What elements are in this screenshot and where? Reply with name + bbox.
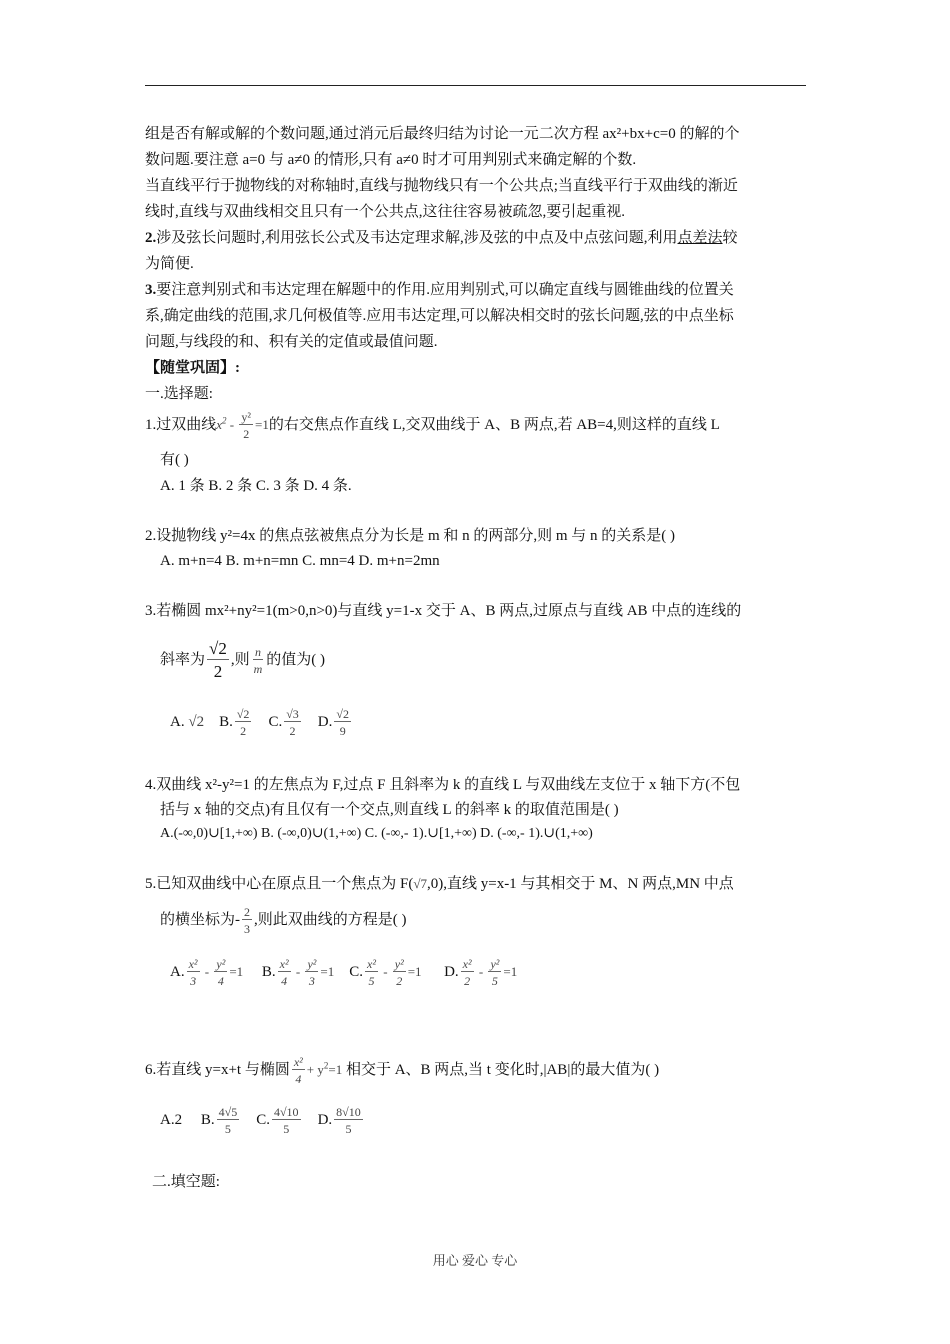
q2-options: A. m+n=4 B. m+n=mn C. mn=4 D. m+n=2mn bbox=[160, 553, 440, 569]
q5-options bbox=[170, 950, 517, 994]
q5-opt-b: B. $\frac{\text{x²}}{4}$ - $\frac{\text{y²}}{3}$ =1 bbox=[261, 957, 335, 989]
q3-prefix: 斜率为 bbox=[160, 652, 206, 668]
q4-options: A.(-∞,0)∪[1,+∞) B. (-∞,0)∪(1,+∞) C. (-∞,- 1).∪[1,+∞) D. (-∞,- 1).∪(1,+∞) bbox=[160, 826, 593, 841]
q6-opt-a: A.2 bbox=[160, 1112, 183, 1128]
q5-line-2 bbox=[160, 900, 407, 940]
q3-opt-c: C. bbox=[268, 714, 283, 730]
q1-continuation: 有( ) bbox=[160, 452, 189, 468]
q5-opt-c: C. $\frac{\text{x²}}{5}$ - $\frac{\text{y²}}{2}$ =1 bbox=[349, 957, 422, 989]
q1-eq-minus: - bbox=[226, 416, 238, 432]
q6-opt-d-frac: $\frac{8√10}{5}$ bbox=[336, 1105, 361, 1137]
q1-eq-rhs: =1 bbox=[255, 416, 269, 432]
page-footer: 用心 爱心 专心 bbox=[432, 1253, 518, 1268]
q6-opt-c: C. bbox=[256, 1112, 270, 1128]
q3-line-2 bbox=[160, 636, 325, 684]
q2-stem: 2.设抛物线 y²=4x 的焦点弦被焦点分为长是 m 和 n 的两部分,则 m 与 n 的关系是( ) bbox=[145, 528, 676, 544]
q3-opt-b: B. bbox=[219, 714, 233, 730]
q1-eq-fraction: $\frac{\text{y²}}{2}$ bbox=[241, 410, 251, 441]
header-rule bbox=[145, 85, 806, 86]
point-2-tail: 较 bbox=[722, 230, 738, 246]
intro-line-6: 为简便. bbox=[145, 256, 194, 272]
part2-title: 二.填空题: bbox=[152, 1174, 220, 1190]
q3-ratio-fraction: $\frac{n}{m}$ bbox=[253, 645, 263, 677]
q6-eq-plus: + $y^2$ bbox=[306, 1060, 329, 1077]
q5-stem bbox=[145, 874, 734, 894]
q6-opt-c-frac: $\frac{4√10}{5}$ bbox=[273, 1105, 299, 1137]
q6-eq-fraction: $\frac{\text{x²}}{4}$ bbox=[293, 1055, 303, 1087]
q4-stem-b: 括与 x 轴的交点)有且仅有一个交点,则直线 L 的斜率 k 的取值范围是( ) bbox=[160, 802, 619, 818]
point-difference-method-link[interactable]: 点差法 bbox=[677, 230, 723, 246]
q3-suffix: 的值为( ) bbox=[266, 652, 326, 668]
intro-line-5 bbox=[145, 228, 738, 248]
q3-stem: 3.若椭圆 mx²+ny²=1(m>0,n>0)与直线 y=1-x 交于 A、B 两点,过原点与直线 AB 中点的连线的 bbox=[145, 603, 742, 619]
q3-opt-d-frac: $\frac{√2}{9}$ bbox=[336, 707, 349, 739]
part1-title: 一.选择题: bbox=[145, 386, 213, 402]
q5-suffix: ,0),直线 y=x-1 与其相交于 M、N 两点,MN 中点 bbox=[426, 876, 734, 892]
section-heading: 【随堂巩固】: bbox=[145, 360, 240, 376]
intro-line-3: 当直线平行于抛物线的对称轴时,直线与抛物线只有一个公共点;当直线平行于双曲线的渐近 bbox=[145, 178, 738, 194]
q6-prefix: 6.若直线 y=x+t 与椭圆 bbox=[145, 1062, 290, 1078]
q5-cont-suffix: ,则此双曲线的方程是( ) bbox=[254, 912, 407, 928]
intro-line-4: 线时,直线与双曲线相交且只有一个公共点,这往往容易被疏忽,要引起重视. bbox=[145, 204, 626, 220]
q3-opt-b-frac: $\frac{√2}{2}$ bbox=[236, 707, 250, 739]
intro-line-8: 系,确定曲线的范围,求几何极值等.应用韦达定理,可以解决相交时的弦长问题,弦的中点坐标 bbox=[145, 308, 734, 324]
q5-root: √7 bbox=[413, 876, 427, 891]
q6-opt-b-frac: $\frac{4√5}{5}$ bbox=[218, 1105, 238, 1137]
q3-options bbox=[170, 700, 353, 744]
q5-opt-a: A. $\frac{\text{x²}}{3}$ - $\frac{\text{y²}}{4}$ =1 bbox=[170, 957, 244, 989]
q5-prefix: 5.已知双曲线中心在原点且一个焦点为 F( bbox=[145, 876, 414, 892]
q5-cont-prefix: 的横坐标为- bbox=[160, 912, 240, 928]
q3-mid: ,则 bbox=[230, 652, 250, 668]
q3-opt-a: A. bbox=[170, 714, 185, 730]
q6-stem bbox=[145, 1048, 659, 1092]
q5-midpoint-fraction: $\frac{2}{3}$ bbox=[244, 905, 250, 937]
q6-options bbox=[160, 1098, 365, 1142]
intro-line-2: 数问题.要注意 a=0 与 a≠0 的情形,只有 a≠0 时才可用判别式来确定解的个数. bbox=[145, 152, 637, 168]
q3-opt-c-frac: $\frac{√3}{2}$ bbox=[286, 707, 299, 739]
intro-line-1: 组是否有解或解的个数问题,通过消元后最终归结为讨论一元二次方程 ax²+bx+c=0 的解的个 bbox=[145, 126, 740, 142]
point-number-2: 2. bbox=[145, 230, 157, 246]
q5-opt-d: D. $\frac{\text{x²}}{2}$ - $\frac{\text{y²}}{5}$ =1 bbox=[444, 957, 518, 989]
q4-stem-a: 4.双曲线 x²-y²=1 的左焦点为 F,过点 F 且斜率为 k 的直线 L 与双曲线左支位于 x 轴下方(不包 bbox=[145, 777, 741, 793]
point-2-text: 涉及弦长问题时,利用弦长公式及韦达定理求解,涉及弦的中点及中点弦问题,利用 bbox=[156, 230, 678, 246]
q3-slope-fraction: $\frac{√2}{2}$ bbox=[209, 639, 227, 682]
q1-suffix: 的右交焦点作直线 L,交双曲线于 A、B 两点,若 AB=4,则这样的直线 L bbox=[268, 416, 720, 433]
q6-eq-rhs: =1 bbox=[328, 1062, 343, 1077]
intro-line-7 bbox=[145, 280, 734, 300]
q6-opt-d: D. bbox=[317, 1112, 333, 1128]
q6-opt-b: B. bbox=[200, 1112, 215, 1128]
q1-eq-x: $x^2$ bbox=[216, 415, 227, 432]
point-number-3: 3. bbox=[145, 282, 157, 298]
intro-line-9: 问题,与线段的和、积有关的定值或最值问题. bbox=[145, 334, 438, 350]
point-3-text: 要注意判别式和韦达定理在解题中的作用.应用判别式,可以确定直线与圆锥曲线的位置关 bbox=[156, 282, 734, 298]
q1-prefix: 1.过双曲线 bbox=[145, 416, 217, 433]
q3-opt-a-val: √2 bbox=[188, 714, 205, 730]
q6-suffix: 相交于 A、B 两点,当 t 变化时,|AB|的最大值为( ) bbox=[345, 1062, 660, 1078]
q1-stem bbox=[145, 410, 720, 441]
q3-opt-d: D. bbox=[317, 714, 333, 730]
q1-options: A. 1 条 B. 2 条 C. 3 条 D. 4 条. bbox=[160, 478, 352, 494]
